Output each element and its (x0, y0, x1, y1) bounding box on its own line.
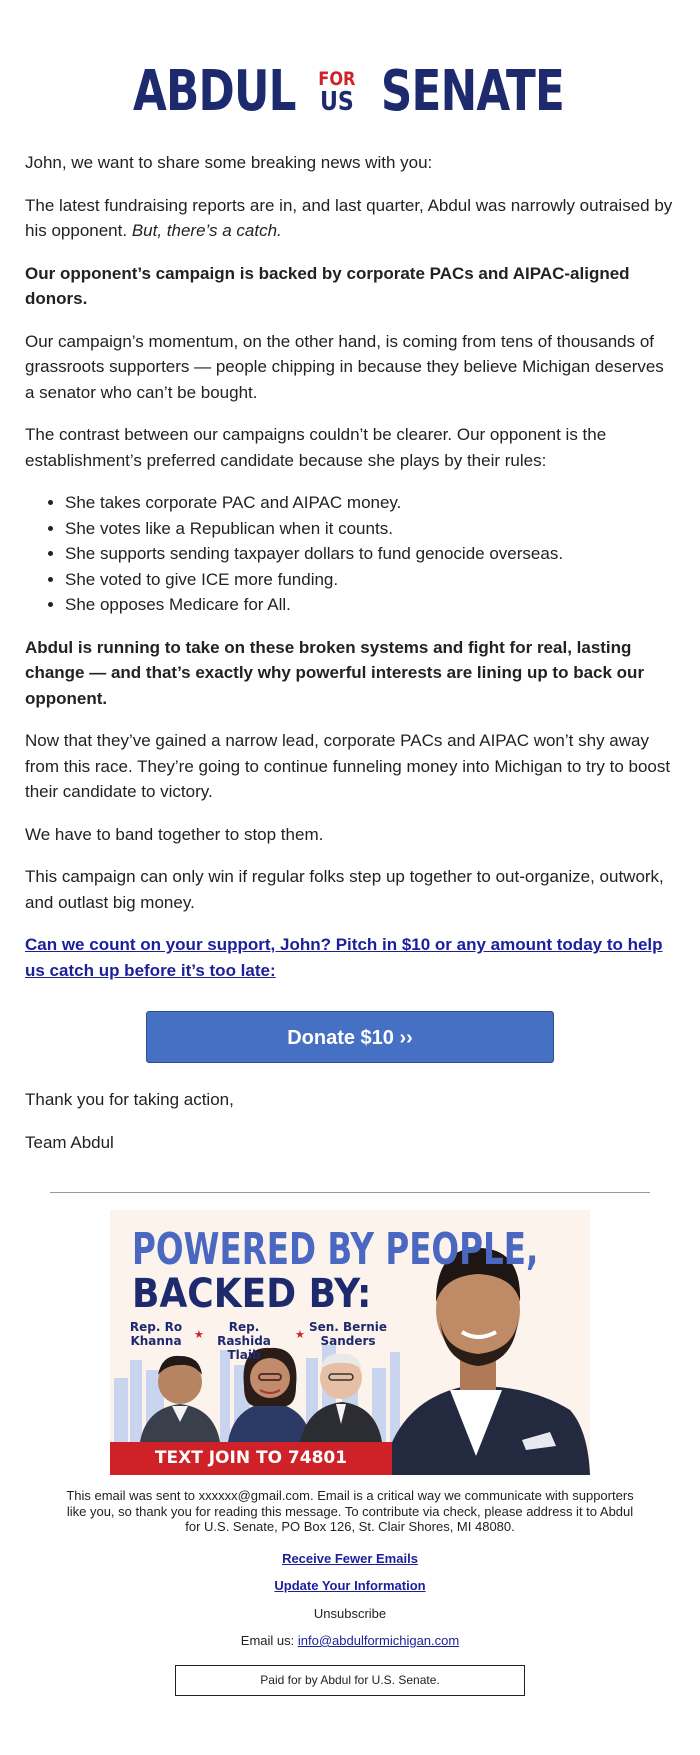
paragraph-only-win: This campaign can only win if regular folks step up together to out-organize, outwork, and outlast big money. (25, 867, 664, 912)
email-footer (60, 1488, 640, 1661)
abdul-figure (382, 1248, 590, 1475)
logo-us: US (319, 87, 354, 117)
paragraph-opponent-backing: Our opponent’s campaign is backed by corporate PACs and AIPAC-aligned donors. (25, 263, 630, 308)
footer-notice (60, 1488, 640, 1535)
donate-cta-link[interactable]: Can we count on your support, John? Pitch in $10 or any amount today to help us catch up before it’s too late: (25, 935, 663, 980)
paid-for-disclaimer: Paid for by Abdul for U.S. Senate. (175, 1665, 525, 1696)
update-information-link[interactable]: Update Your Information (274, 1578, 426, 1593)
list-item: • She supports sending taxpayer dollars to fund genocide overseas. (65, 541, 675, 567)
endorsement-banner[interactable] (110, 1210, 590, 1475)
paragraph-fundraising (25, 193, 675, 244)
email-body (25, 150, 675, 1172)
logo-word-abdul: ABDUL (132, 59, 296, 124)
donate-button-wrap (25, 1011, 675, 1063)
logo-for-us (315, 69, 359, 115)
star-icon: ★ (194, 1329, 204, 1341)
paragraph-catch: But, there’s a catch. (131, 221, 282, 240)
recipient-email: xxxxxx@gmail.com (198, 1488, 310, 1503)
banner-headline-1: POWERED BY PEOPLE, (132, 1224, 539, 1275)
email-us (60, 1633, 640, 1649)
paragraph-band-together: We have to band together to stop them. (25, 824, 324, 844)
logo-for: FOR (318, 68, 356, 90)
list-item: • She votes like a Republican when it counts. (65, 516, 675, 542)
paragraph-cta (25, 932, 675, 983)
banner-headline-2: BACKED BY: (132, 1271, 372, 1317)
signature: Team Abdul (25, 1132, 114, 1152)
donate-button[interactable]: Donate $10 ›› (146, 1011, 554, 1063)
endorser-tlaib: Rep. Rashida Tlaib (217, 1320, 271, 1362)
divider (50, 1192, 650, 1193)
receive-fewer-emails-link[interactable]: Receive Fewer Emails (282, 1550, 418, 1566)
endorser-khanna: Rep. Ro Khanna (129, 1320, 183, 1348)
list-item: • She opposes Medicare for All. (65, 592, 675, 618)
list-item: • She takes corporate PAC and AIPAC money. (65, 490, 675, 516)
list-item: • She voted to give ICE more funding. (65, 567, 675, 593)
campaign-logo (0, 59, 700, 124)
paragraph-narrow-lead: Now that they’ve gained a narrow lead, corporate PACs and AIPAC won’t shy away from this race. They’re going to continue funneling money into Michigan to try to boost their candidate to victory. (25, 731, 671, 801)
paragraph-running: Abdul is running to take on these broken systems and fight for real, lasting change — and that’s exactly why powerful interests are lining up to back our opponent. (25, 637, 645, 708)
opponent-list (25, 490, 675, 618)
text-join-cta: TEXT JOIN TO 74801 (110, 1442, 392, 1475)
notice-prefix: This email was sent to (66, 1488, 195, 1503)
logo-word-senate: SENATE (381, 59, 565, 124)
contact-email-link[interactable]: info@abdulformichigan.com (297, 1633, 460, 1648)
endorser-sanders: Sen. Bernie Sanders (308, 1320, 388, 1348)
star-icon: ★ (295, 1329, 305, 1341)
email-us-label: Email us: (240, 1633, 295, 1648)
paragraph-contrast: The contrast between our campaigns couldn’t be clearer. Our opponent is the establishment’s preferred candidate because she plays by their rules: (25, 425, 607, 470)
paragraph-momentum: Our campaign’s momentum, on the other hand, is coming from tens of thousands of grassroots supporters — people chipping in because they believe Michigan deserves a senator who can’t be bought. (25, 331, 664, 402)
notice-rest: . Email is a critical way we communicate with supporters like you, so thank you for reading this message. To contribute via check, please address it to Abdul for U.S. Senate, PO Box 126, St. Clair Shores, MI 48080. (66, 1488, 634, 1534)
paragraph-greeting: John, we want to share some breaking news with you: (25, 153, 433, 172)
paragraph-fundraising-text: The latest fundraising reports are in, and last quarter, Abdul was narrowly outraised by his opponent. (25, 195, 673, 240)
unsubscribe-link[interactable]: Unsubscribe (313, 1605, 387, 1621)
signoff: Thank you for taking action, (25, 1090, 234, 1109)
